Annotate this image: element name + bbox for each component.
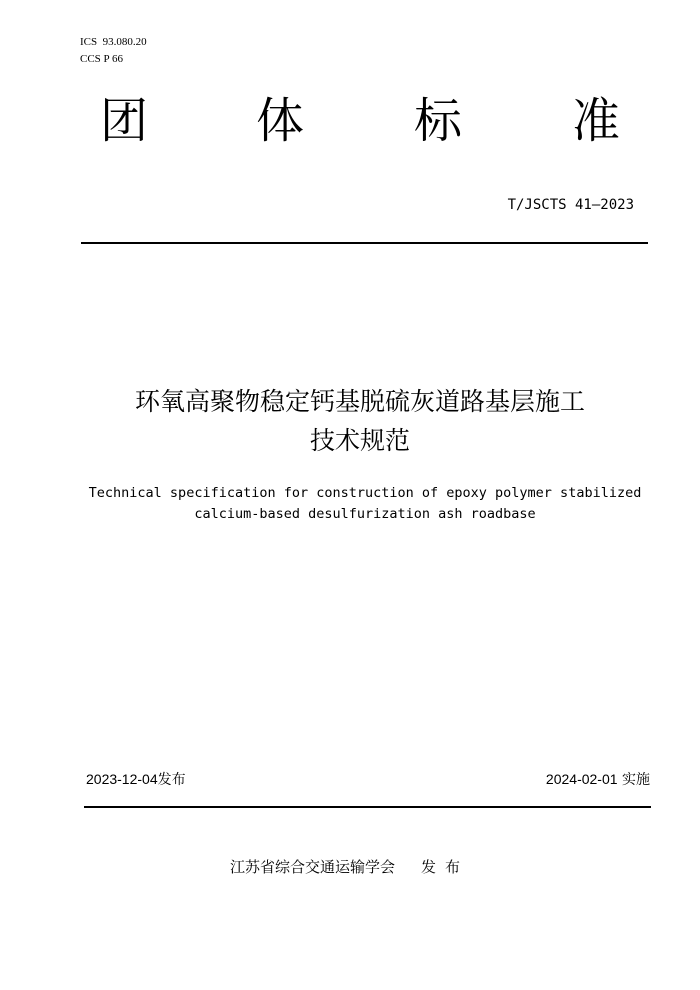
- ics-code: ICS 93.080.20: [80, 36, 147, 48]
- chinese-title: [60, 382, 660, 460]
- standard-type-char: 标: [414, 93, 463, 149]
- implementation-date-value: 2024-02-01: [545, 771, 618, 787]
- publisher-action: 发布: [421, 858, 470, 876]
- publisher: [230, 857, 469, 877]
- chinese-title-line: 环氧高聚物稳定钙基脱硫灰道路基层施工: [134, 387, 585, 416]
- publisher-name: 江苏省综合交通运输学会: [230, 858, 396, 876]
- english-title: [60, 483, 670, 525]
- chinese-title-line: 技术规范: [309, 426, 410, 455]
- standard-type-char: 准: [572, 93, 621, 149]
- implementation-date: [546, 769, 650, 790]
- standard-type-heading: [80, 88, 640, 154]
- standard-type-char: 体: [256, 93, 305, 149]
- standard-number: T/JSCTS 41—2023: [507, 197, 634, 213]
- english-title-line: Technical specification for construction of epoxy polymer stabilized: [88, 485, 642, 501]
- issue-label: 发布: [157, 772, 186, 788]
- classification-codes: [80, 34, 147, 68]
- standard-type-char: 团: [100, 93, 149, 149]
- bottom-divider: [84, 806, 651, 808]
- implementation-label: 实施: [622, 772, 650, 788]
- issue-date: [86, 769, 186, 790]
- english-title-line: calcium-based desulfurization ash roadbase: [194, 506, 536, 522]
- ccs-code: CCS P 66: [80, 53, 124, 65]
- issue-date-value: 2023-12-04: [86, 771, 158, 787]
- top-divider: [81, 242, 648, 244]
